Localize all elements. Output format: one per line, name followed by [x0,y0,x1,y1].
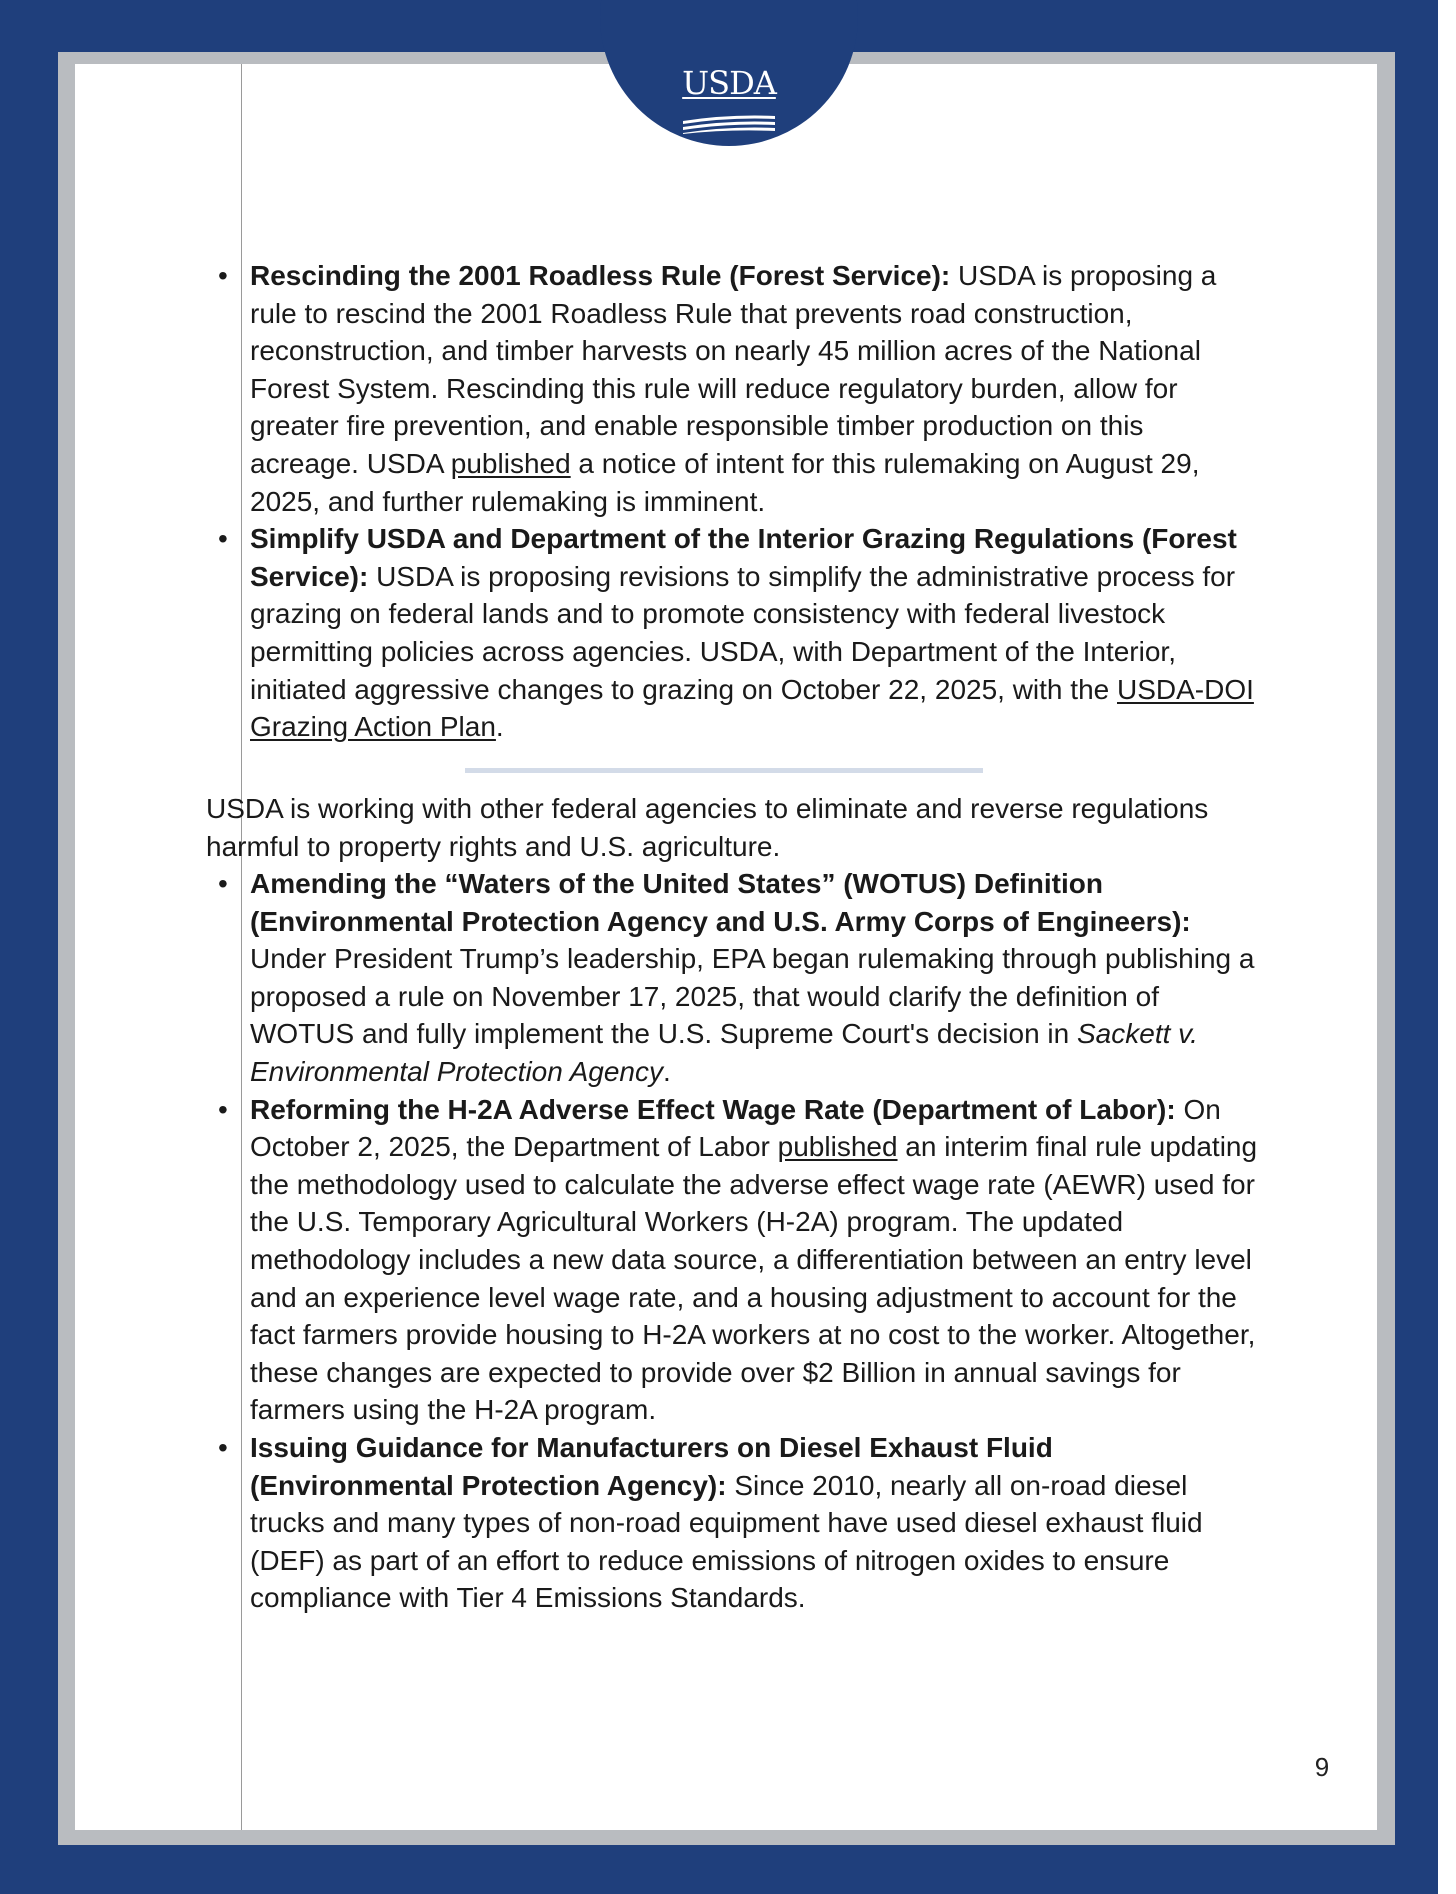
list-item: • Amending the “Waters of the United States” (WOTUS) Definition (Environmental Protection Agency and U.S. Army Corps of Engineers): Under President Trump’s leadership, EPA began rulemaking through publishing a proposed a rule on November 17, 2025, that would clarify the definition of WOTUS and fully implement the U.S. Supreme Court's decision in Sackett v. Environmental Protection Agency. [250,865,1260,1091]
published-link[interactable]: published [450,447,571,479]
list-item: • Simplify USDA and Department of the Interior Grazing Regulations (Forest Service): USDA is proposing revisions to simplify the administrative process for grazing on federal lands and to promote consistency with federal livestock permitting policies across agencies. USDA, with Department of the Interior, initiated aggressive changes to grazing on October 22, 2025, with the USDA-DOI Grazing Action Plan. [250,520,1260,746]
federal-agencies-list [250,865,1260,1617]
item-title: Reforming the H-2A Adverse Effect Wage Rate (Department of Labor): [250,1093,1176,1125]
intro-paragraph: USDA is working with other federal agencies to eliminate and reverse regulations harmful to property rights and U.S. agriculture. [206,793,1209,862]
section-divider [465,768,983,773]
list-item: • Issuing Guidance for Manufacturers on Diesel Exhaust Fluid (Environmental Protection Agency): Since 2010, nearly all on-road diesel trucks and many types of non-road equipment have used diesel exhaust fluid (DEF) as part of an effort to reduce emissions of nitrogen oxides to ensure compliance with Tier 4 Emissions Standards. [250,1429,1260,1617]
item-title: Issuing Guidance for Manufacturers on Diesel Exhaust Fluid (Environmental Protection Agency): [250,1431,1053,1501]
item-title: Amending the “Waters of the United States” (WOTUS) Definition (Environmental Protection Agency and U.S. Army Corps of Engineers): [250,868,1191,937]
item-title: Rescinding the 2001 Roadless Rule (Forest Service): [250,260,951,291]
published-link[interactable]: published [777,1131,898,1163]
roadless-grazing-list [250,257,1260,746]
list-item: • Reforming the H-2A Adverse Effect Wage Rate (Department of Labor): On October 2, 2025, the Department of Labor published an interim final rule updating the methodology used to calculate the adverse effect wage rate (AEWR) used for the U.S. Temporary Agricultural Workers (H-2A) program. The updated methodology includes a new data source, a differentiation between an entry level and an experience level wage rate, and a housing adjustment to account for the fact farmers provide housing to H-2A workers at no cost to the worker. Altogether, these changes are expected to provide over $2 Billion in annual savings for farmers using the H-2A program. [250,1091,1260,1429]
list-item: • Rescinding the 2001 Roadless Rule (Forest Service): USDA is proposing a rule to rescind the 2001 Roadless Rule that prevents road construction, reconstruction, and timber harvests on nearly 45 million acres of the National Forest System. Rescinding this rule will reduce regulatory burden, allow for greater fire prevention, and enable responsible timber production on this acreage. USDA published a notice of intent for this rulemaking on August 29, 2025, and further rulemaking is imminent. [250,257,1260,520]
page-number: 9 [1314,1752,1330,1782]
grazing-action-plan-link[interactable]: USDA-DOI Grazing Action Plan [250,673,1254,743]
usda-logo-text: USDA [682,64,776,102]
item-title: Simplify USDA and Department of the Interior Grazing Regulations (Forest Service): [250,523,1237,592]
